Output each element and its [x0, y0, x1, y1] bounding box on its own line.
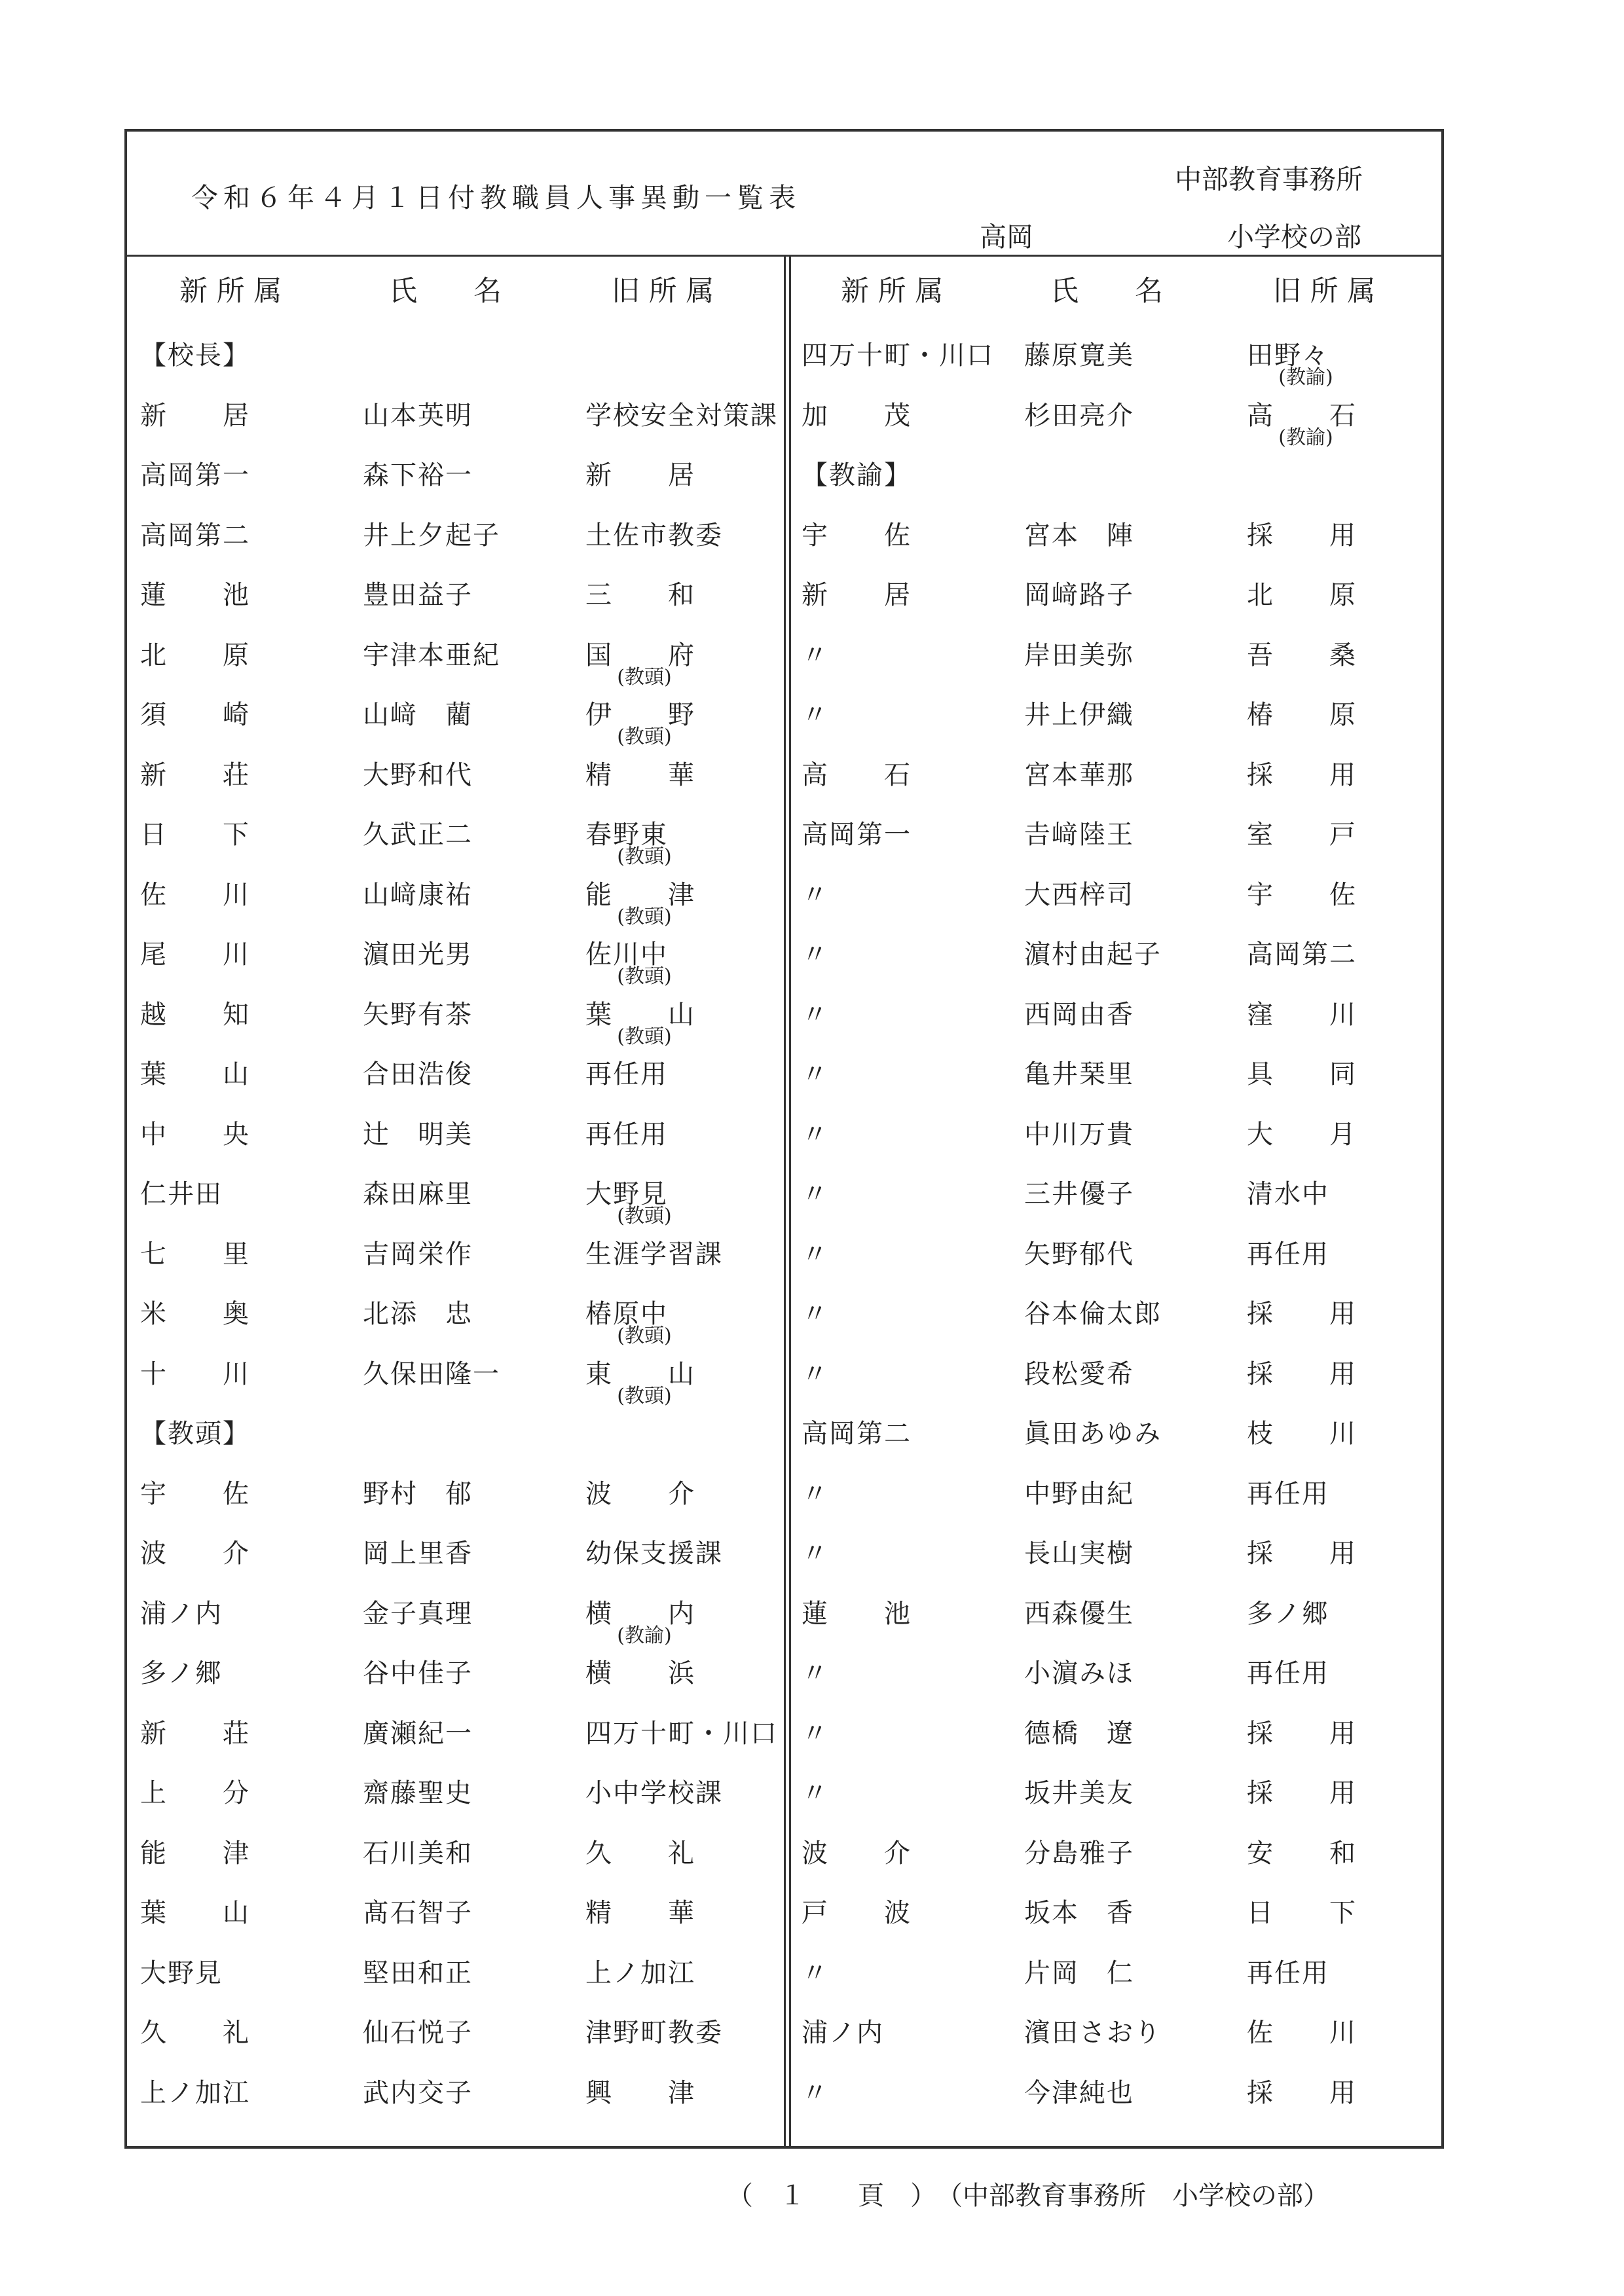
staff-name: 武内交子 [363, 2077, 473, 2108]
staff-name: 金子真理 [363, 1598, 473, 1629]
previous-assignment: 再任用 [1247, 1658, 1329, 1688]
staff-name: 片岡 仁 [1024, 1958, 1134, 1988]
previous-assignment: 土佐市教委 [585, 520, 723, 551]
list-item [788, 1533, 1437, 1593]
staff-name: 分島雅子 [1024, 1838, 1134, 1868]
list-item [127, 2072, 775, 2132]
new-assignment: 〃 [802, 1179, 829, 1209]
previous-role-note: (教諭) [617, 1624, 672, 1647]
list-item [788, 1053, 1437, 1114]
previous-assignment: 三 和 [585, 580, 695, 610]
staff-name: 矢野郁代 [1024, 1239, 1134, 1269]
staff-name: 濱田さおり [1024, 2018, 1162, 2048]
new-assignment: 仁井田 [140, 1179, 223, 1209]
list-item [788, 1473, 1437, 1533]
new-assignment: 高岡第一 [140, 460, 250, 490]
column-header-name: 氏 名 [389, 275, 502, 308]
list-item [127, 694, 775, 754]
new-assignment: 新 荘 [140, 1718, 250, 1749]
previous-assignment: 安 和 [1247, 1838, 1357, 1868]
staff-name: 谷本倫太郎 [1024, 1299, 1162, 1329]
staff-name: 𠮷﨑陸王 [1024, 820, 1134, 850]
previous-role-note: (教頭) [617, 1205, 672, 1228]
new-assignment: 高 石 [802, 759, 912, 790]
previous-assignment: 椿 原 [1247, 700, 1357, 730]
previous-assignment: 佐 川 [1247, 2018, 1357, 2048]
previous-assignment: 高 石 [1247, 400, 1357, 431]
previous-assignment: 新 居 [585, 460, 695, 490]
staff-name: 長山実樹 [1024, 1539, 1134, 1569]
previous-assignment: 幼保支援課 [585, 1539, 723, 1569]
previous-assignment: 再任用 [1247, 1239, 1329, 1269]
new-assignment: 新 居 [140, 400, 250, 431]
new-assignment: 新 居 [802, 580, 912, 610]
new-assignment: 多ノ郷 [140, 1658, 223, 1688]
new-assignment: 〃 [802, 1539, 829, 1569]
list-item [788, 1652, 1437, 1713]
list-item [788, 395, 1437, 455]
new-assignment: 〃 [802, 939, 829, 970]
previous-assignment: 再任用 [1247, 1958, 1329, 1988]
previous-assignment: 大 月 [1247, 1119, 1357, 1150]
document-title: 令和６年４月１日付教職員人事異動一覧表 [191, 182, 801, 213]
list-item [127, 1114, 775, 1174]
list-item [788, 335, 1437, 395]
previous-assignment: 波 介 [585, 1478, 695, 1509]
section-heading [788, 454, 1437, 515]
previous-role-note: (教諭) [1278, 426, 1333, 449]
previous-assignment: 学校安全対策課 [585, 400, 778, 431]
section-name: 小学校の部 [1227, 221, 1361, 253]
office-name: 中部教育事務所 [1175, 164, 1363, 195]
previous-role-note: (教頭) [617, 1025, 672, 1048]
list-item [127, 1233, 775, 1294]
section-heading [127, 335, 775, 395]
previous-assignment: 清水中 [1247, 1179, 1329, 1209]
list-item [127, 454, 775, 515]
new-assignment: 〃 [802, 1358, 829, 1389]
previous-assignment: 再任用 [585, 1059, 668, 1089]
staff-name: 石川美和 [363, 1838, 473, 1868]
previous-assignment: 採 用 [1247, 1778, 1357, 1808]
new-assignment: 越 知 [140, 999, 250, 1030]
staff-name: 藤原寛美 [1024, 340, 1134, 371]
new-assignment: 宇 佐 [140, 1478, 250, 1509]
list-item [788, 1593, 1437, 1653]
new-assignment: 〃 [802, 999, 829, 1030]
staff-name: 森田麻里 [363, 1179, 473, 1209]
list-item [127, 395, 778, 455]
staff-name: 久武正二 [363, 820, 473, 850]
staff-name: 大野和代 [363, 759, 473, 790]
new-assignment: 高岡第二 [802, 1419, 912, 1449]
previous-assignment: 佐川中 [585, 939, 668, 970]
new-assignment: 能 津 [140, 1838, 250, 1868]
previous-assignment: 横 浜 [585, 1658, 695, 1688]
previous-assignment: 窪 川 [1247, 999, 1357, 1030]
new-assignment: 〃 [802, 879, 829, 910]
new-assignment: 〃 [802, 640, 829, 670]
list-item [788, 1293, 1437, 1353]
list-item [127, 1353, 775, 1413]
previous-assignment: 高岡第二 [1247, 939, 1357, 970]
new-assignment: 久 礼 [140, 2018, 250, 2048]
staff-name: 濵村由起子 [1024, 939, 1162, 970]
previous-assignment: 枝 川 [1247, 1419, 1357, 1449]
previous-assignment: 精 華 [585, 1898, 695, 1928]
staff-name: 堅田和正 [363, 1958, 473, 1988]
previous-assignment: 採 用 [1247, 1358, 1357, 1389]
list-item [788, 1952, 1437, 2013]
new-assignment: 四万十町・川口 [802, 340, 994, 371]
staff-name: 坂本 香 [1024, 1898, 1134, 1928]
list-item [788, 1413, 1437, 1473]
previous-assignment: 葉 山 [585, 999, 695, 1030]
staff-name: 山本英明 [363, 400, 473, 431]
staff-name: 宇津本亜紀 [363, 640, 500, 670]
new-assignment: 須 崎 [140, 700, 250, 730]
new-assignment: 蓮 池 [802, 1598, 912, 1629]
previous-assignment: 室 戸 [1247, 820, 1357, 850]
previous-assignment: 再任用 [585, 1119, 668, 1150]
list-item [127, 994, 775, 1054]
previous-role-note: (教頭) [617, 665, 672, 689]
list-item [127, 1892, 775, 1952]
staff-name: 坂井美友 [1024, 1778, 1134, 1808]
previous-assignment: 田野々 [1247, 340, 1329, 371]
new-assignment: 七 里 [140, 1239, 250, 1269]
staff-name: 廣瀬紀一 [363, 1718, 473, 1749]
previous-assignment: 四万十町・川口 [585, 1718, 778, 1749]
column-header-old: 旧 所 属 [1273, 275, 1376, 308]
list-item [127, 934, 775, 994]
list-item [127, 1832, 775, 1893]
staff-name: 杉田亮介 [1024, 400, 1134, 431]
staff-name: 井上伊織 [1024, 700, 1134, 730]
new-assignment: 波 介 [802, 1838, 912, 1868]
new-assignment: 蓮 池 [140, 580, 250, 610]
new-assignment: 〃 [802, 1239, 829, 1269]
section-heading-label: 【教諭】 [802, 460, 912, 490]
staff-name: 三井優子 [1024, 1179, 1134, 1209]
new-assignment: 〃 [802, 1299, 829, 1329]
new-assignment: 佐 川 [140, 879, 250, 910]
previous-role-note: (教諭) [1278, 366, 1333, 389]
staff-name: 中川万貴 [1024, 1119, 1134, 1150]
previous-assignment: 生涯学習課 [585, 1239, 723, 1269]
list-item [127, 874, 775, 934]
list-item [127, 1473, 775, 1533]
previous-assignment: 多ノ郷 [1247, 1598, 1329, 1629]
list-item [788, 2012, 1437, 2072]
list-item [788, 574, 1437, 634]
list-item [127, 754, 775, 814]
new-assignment: 〃 [802, 700, 829, 730]
new-assignment: 尾 川 [140, 939, 250, 970]
previous-assignment: 宇 佐 [1247, 879, 1357, 910]
list-item [788, 1713, 1437, 1773]
staff-name: 豊田益子 [363, 580, 473, 610]
staff-name: 岸田美弥 [1024, 640, 1134, 670]
new-assignment: 〃 [802, 1718, 829, 1749]
staff-name: 中野由紀 [1024, 1478, 1134, 1509]
previous-assignment: 日 下 [1247, 1898, 1357, 1928]
previous-assignment: 上ノ加江 [585, 1958, 695, 1988]
new-assignment: 浦ノ内 [802, 2018, 884, 2048]
new-assignment: 日 下 [140, 820, 250, 850]
staff-name: 久保田隆一 [363, 1358, 500, 1389]
previous-assignment: 国 府 [585, 640, 695, 670]
previous-assignment: 再任用 [1247, 1478, 1329, 1509]
previous-assignment: 精 華 [585, 759, 695, 790]
list-item [127, 1593, 775, 1653]
new-assignment: 大野見 [140, 1958, 223, 1988]
list-item [127, 1652, 775, 1713]
list-item [788, 1353, 1437, 1413]
staff-name: 小濵みほ [1024, 1658, 1134, 1688]
new-assignment: 戸 波 [802, 1898, 912, 1928]
staff-name: 宮本 陣 [1024, 520, 1134, 551]
new-assignment: 〃 [802, 1119, 829, 1150]
previous-assignment: 吾 桑 [1247, 640, 1357, 670]
previous-assignment: 北 原 [1247, 580, 1357, 610]
new-assignment: 上ノ加江 [140, 2077, 250, 2108]
column-header-name: 氏 名 [1050, 275, 1163, 308]
staff-name: 宮本華那 [1024, 759, 1134, 790]
new-assignment: 〃 [802, 1059, 829, 1089]
staff-name: 森下裕一 [363, 460, 473, 490]
list-item [788, 754, 1437, 814]
new-assignment: 葉 山 [140, 1898, 250, 1928]
list-item [788, 874, 1437, 934]
new-assignment: 高岡第二 [140, 520, 250, 551]
previous-assignment: 伊 野 [585, 700, 695, 730]
new-assignment: 浦ノ内 [140, 1598, 223, 1629]
list-item [788, 634, 1437, 695]
previous-role-note: (教頭) [617, 965, 672, 988]
previous-assignment: 採 用 [1247, 1299, 1357, 1329]
new-assignment: 米 奥 [140, 1299, 250, 1329]
staff-name: 山﨑 藺 [363, 700, 473, 730]
new-assignment: 葉 山 [140, 1059, 250, 1089]
staff-name: 野村 郁 [363, 1478, 473, 1509]
column-header-old: 旧 所 属 [612, 275, 714, 308]
previous-role-note: (教頭) [617, 1324, 672, 1347]
new-assignment: 北 原 [140, 640, 250, 670]
previous-assignment: 東 山 [585, 1358, 695, 1389]
staff-name: 山﨑康祐 [363, 879, 473, 910]
previous-assignment: 横 内 [585, 1598, 695, 1629]
list-item [788, 2072, 1437, 2132]
list-item [788, 1114, 1437, 1174]
list-item [127, 1713, 778, 1773]
previous-assignment: 採 用 [1247, 759, 1357, 790]
list-item [127, 814, 775, 874]
list-item [788, 1772, 1437, 1832]
section-heading-label: 【教頭】 [140, 1419, 250, 1449]
list-item [788, 694, 1437, 754]
list-item [127, 2012, 775, 2072]
column-header-new: 新 所 属 [841, 275, 944, 308]
staff-name: 合田浩俊 [363, 1059, 473, 1089]
new-assignment: 高岡第一 [802, 820, 912, 850]
previous-assignment: 具 同 [1247, 1059, 1357, 1089]
new-assignment: 〃 [802, 2077, 829, 2108]
list-item [127, 634, 775, 695]
staff-name: 北添 忠 [363, 1299, 473, 1329]
list-item [127, 1053, 775, 1114]
staff-name: 西森優生 [1024, 1598, 1134, 1629]
section-heading-label: 【校長】 [140, 340, 250, 371]
staff-name: 濵田光男 [363, 939, 473, 970]
document-frame [124, 129, 1444, 2149]
new-assignment: 十 川 [140, 1358, 250, 1389]
page-footer: （ １ 頁 ） （中部教育事務所 小学校の部） [727, 2181, 1329, 2211]
list-item [127, 1293, 775, 1353]
list-item [788, 994, 1437, 1054]
previous-assignment: 春野東 [585, 820, 668, 850]
previous-assignment: 小中学校課 [585, 1778, 723, 1808]
previous-role-note: (教頭) [617, 905, 672, 928]
list-item [788, 1892, 1437, 1952]
area-name: 高岡 [980, 221, 1033, 253]
list-item [788, 814, 1437, 874]
previous-assignment: 採 用 [1247, 1718, 1357, 1749]
list-item [127, 1533, 775, 1593]
list-item [127, 1173, 775, 1233]
new-assignment: 新 荘 [140, 759, 250, 790]
list-item [127, 1952, 775, 2013]
new-assignment: 中 央 [140, 1119, 250, 1150]
previous-assignment: 椿原中 [585, 1299, 668, 1329]
list-item [127, 515, 775, 575]
previous-assignment: 大野見 [585, 1179, 668, 1209]
previous-assignment: 能 津 [585, 879, 695, 910]
previous-assignment: 津野町教委 [585, 2018, 723, 2048]
staff-name: 辻 明美 [363, 1119, 473, 1150]
staff-name: 岡上里香 [363, 1539, 473, 1569]
list-item [788, 1233, 1437, 1294]
new-assignment: 〃 [802, 1958, 829, 1988]
previous-role-note: (教頭) [617, 725, 672, 748]
previous-assignment: 採 用 [1247, 1539, 1357, 1569]
new-assignment: 宇 佐 [802, 520, 912, 551]
staff-name: 吉岡栄作 [363, 1239, 473, 1269]
staff-name: 髙石智子 [363, 1898, 473, 1928]
staff-name: 眞田あゆみ [1024, 1419, 1162, 1449]
staff-name: 西岡由香 [1024, 999, 1134, 1030]
staff-name: 岡﨑路子 [1024, 580, 1134, 610]
staff-name: 谷中佳子 [363, 1658, 473, 1688]
new-assignment: 波 介 [140, 1539, 250, 1569]
new-assignment: 〃 [802, 1658, 829, 1688]
previous-assignment: 採 用 [1247, 2077, 1357, 2108]
staff-name: 仙石悦子 [363, 2018, 473, 2048]
staff-name: 矢野有茶 [363, 999, 473, 1030]
section-heading [127, 1413, 775, 1473]
staff-name: 段松愛希 [1024, 1358, 1134, 1389]
new-assignment: 〃 [802, 1478, 829, 1509]
staff-name: 井上夕起子 [363, 520, 500, 551]
new-assignment: 上 分 [140, 1778, 250, 1808]
list-item [127, 1772, 775, 1832]
list-item [788, 515, 1437, 575]
staff-name: 今津純也 [1024, 2077, 1134, 2108]
staff-name: 德橋 遼 [1024, 1718, 1134, 1749]
previous-assignment: 採 用 [1247, 520, 1357, 551]
previous-assignment: 久 礼 [585, 1838, 695, 1868]
list-item [127, 574, 775, 634]
list-item [788, 1832, 1437, 1893]
column-header-new: 新 所 属 [179, 275, 282, 308]
staff-name: 亀井琹里 [1024, 1059, 1134, 1089]
previous-role-note: (教頭) [617, 1384, 672, 1408]
previous-assignment: 興 津 [585, 2077, 695, 2108]
list-item [788, 1173, 1437, 1233]
staff-name: 大西梓司 [1024, 879, 1134, 910]
staff-name: 齋藤聖史 [363, 1778, 473, 1808]
new-assignment: 〃 [802, 1778, 829, 1808]
previous-role-note: (教頭) [617, 845, 672, 868]
list-item [788, 934, 1437, 994]
new-assignment: 加 茂 [802, 400, 912, 431]
